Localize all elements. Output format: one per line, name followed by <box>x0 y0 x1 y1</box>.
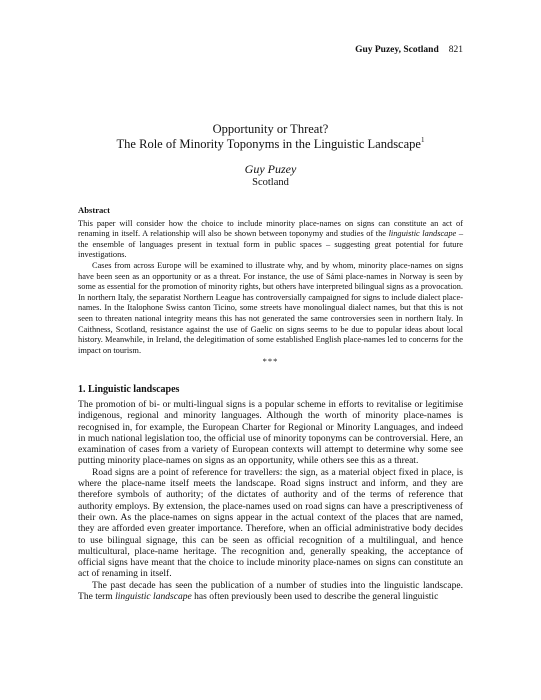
footnote-marker[interactable]: 1 <box>420 136 425 144</box>
title-line-2-text: The Role of Minority Toponyms in the Linguistic Landscape <box>116 137 421 151</box>
abstract-paragraph-2: Cases from across Europe will be examined to illustrate why, and by whom, minority place-names on signs have been seen as an opportunity or as a threat. For instance, the use of Sámi place-names in Norway is seen by some as essential for the promotion of minority rights, but others have interpreted bilingual signs as a provocation. In northern Italy, the separatist Northern League has controversially campaigned for signs to include dialect place-names. In the Italophone Swiss canton Ticino, some streets have monolingual dialect names, but that this is not seen to threaten national integrity means this has not generated the same controversies seen in northern Italy. In Caithness, Scotland, resistance against the use of Gaelic on signs seems to be due to popular ideas about local history. Meanwhile, in Ireland, the delegitimation of some established English place-names led to concerns for the impact on tourism. <box>78 260 463 355</box>
abstract-term: linguistic landscape <box>388 229 457 239</box>
body-text: has often previously been used to describe the general linguistic <box>191 591 439 603</box>
title-line-2 <box>78 137 463 152</box>
abstract-paragraph-1 <box>78 219 463 261</box>
section-body <box>78 399 463 602</box>
abstract <box>78 205 463 356</box>
body-paragraph-1: The promotion of bi- or multi-lingual signs is a popular scheme in efforts to revitalise or legitimise indigenous, regional and minority languages. Although the worth of minority place-names is recognised in, for example, the European Charter for Regional or Minority Languages, and indeed in much national legislation too, the official use of minority toponyms can be controversial. Here, an examination of cases from a variety of European contexts will attempt to determine why some see putting minority place-names on signs as an opportunity, while others see this as a threat. <box>78 399 463 467</box>
abstract-text: – the ensemble of languages present in textual form in public spaces – suggesting great potential for future investigations. <box>78 229 463 260</box>
author-name: Guy Puzey <box>244 162 297 176</box>
abstract-heading: Abstract <box>78 205 110 215</box>
section-separator: *** <box>262 356 279 366</box>
section-1 <box>78 384 463 602</box>
running-header <box>355 45 463 55</box>
title-line-1: Opportunity or Threat? <box>212 122 329 136</box>
body-text: The past decade has seen the publication of a number of studies into the linguistic landscape. The term <box>78 579 463 603</box>
section-heading: 1. Linguistic landscapes <box>78 384 180 395</box>
author-affiliation: Scotland <box>252 177 289 188</box>
page-number: 821 <box>448 45 463 55</box>
title-block <box>78 122 463 189</box>
body-paragraph-2: Road signs are a point of reference for travellers: the sign, as a material object fixed in place, is where the place-name itself meets the landscape. Road signs instruct and inform, and they are therefore symbols of authority; of the dictates of authority and of the terms of reference that authority employs. By extension, the place-names used on road signs can have a prescriptiveness of their own. As the place-names on signs appear in the actual context of the places that are named, they are afforded even greater importance. Therefore, when an official administrative body decides to use bilingual signage, this can be seen as official recognition of a multilingual, and hence multicultural, place-name heritage. The recognition and, generally speaking, the acceptance of official signs have meant that the choice to include minority place-names on signs can constitute an act of renaming in itself. <box>78 466 463 580</box>
body-paragraph-3 <box>78 580 463 603</box>
running-header-author: Guy Puzey, Scotland <box>355 45 439 55</box>
body-term: linguistic landscape <box>115 591 192 603</box>
abstract-text: This paper will consider how the choice to include minority place-names on signs can constitute an act of renaming in itself. A relationship will also be shown between toponymy and studies of the <box>78 218 463 239</box>
